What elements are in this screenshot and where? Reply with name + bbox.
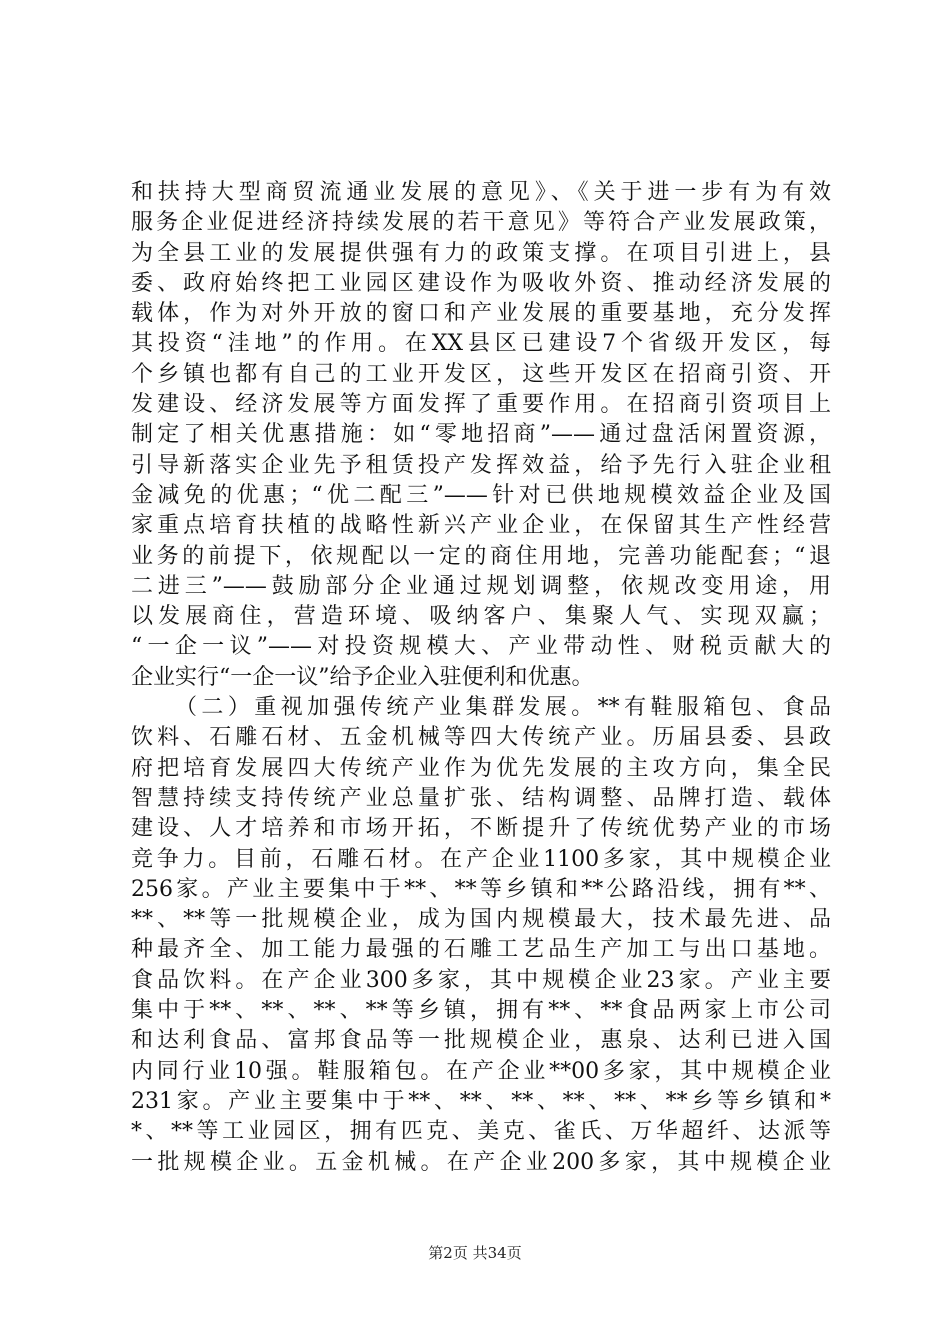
text-line: 家重点培育扶植的战略性新兴产业企业，在保留其生产性经营	[131, 513, 831, 539]
text-line: 一批规模企业。五金机械。在产企业200多家，其中规模企业	[131, 1149, 831, 1175]
text-line: 为全县工业的发展提供强有力的政策支撑。在项目引进上，县	[131, 240, 831, 266]
text-line: 其投资“洼地”的作用。在XX县区已建设7个省级开发区，每	[131, 331, 831, 357]
text-line: 二进三”——鼓励部分企业通过规划调整，依规改变用途，用	[131, 573, 831, 599]
text-line: 集中于**、**、**、**等乡镇，拥有**、**食品两家上市公司	[131, 998, 831, 1024]
text-line: 制定了相关优惠措施：如“零地招商”——通过盘活闲置资源，	[131, 422, 831, 448]
text-line: 建设、人才培养和市场开拓，不断提升了传统优势产业的市场	[131, 816, 831, 842]
page-footer	[0, 1243, 950, 1263]
text-line: 委、政府始终把工业园区建设作为吸收外资、推动经济发展的	[131, 270, 831, 296]
text-line: 引导新落实企业先予租赁投产发挥效益，给予先行入驻企业租	[131, 452, 831, 478]
text-line: （二）重视加强传统产业集群发展。**有鞋服箱包、食品	[175, 695, 831, 721]
text-line: 和达利食品、富邦食品等一批规模企业，惠泉、达利已进入国	[131, 1028, 831, 1054]
text-line: 种最齐全、加工能力最强的石雕工艺品生产加工与出口基地。	[131, 937, 831, 963]
text-line: 企业实行“一企一议”给予企业入驻便利和优惠。	[131, 664, 594, 690]
text-line: 饮料、石雕石材、五金机械等四大传统产业。历届县委、县政	[131, 725, 831, 751]
text-line: 内同行业10强。鞋服箱包。在产企业**00多家，其中规模企业	[131, 1058, 831, 1084]
text-line: 食品饮料。在产企业300多家，其中规模企业23家。产业主要	[131, 967, 831, 993]
text-line: 智慧持续支持传统产业总量扩张、结构调整、品牌打造、载体	[131, 785, 831, 811]
paragraph-2	[131, 693, 831, 1178]
text-line: 金减免的优惠；“优二配三”——针对已供地规模效益企业及国	[131, 482, 831, 508]
text-line: “一企一议”——对投资规模大、产业带动性、财税贡献大的	[131, 634, 831, 660]
text-line: 竞争力。目前，石雕石材。在产企业1100多家，其中规模企业	[131, 846, 831, 872]
text-line: **、**等一批规模企业，成为国内规模最大，技术最先进、品	[131, 907, 831, 933]
text-line: 府把培育发展四大传统产业作为优先发展的主攻方向，集全民	[131, 755, 831, 781]
text-line: 以发展商住，营造环境、吸纳客户、集聚人气、实现双赢；	[131, 604, 831, 630]
text-line: 231家。产业主要集中于**、**、**、**、**、**乡等乡镇和*	[131, 1088, 831, 1114]
paragraph-1	[131, 178, 831, 693]
text-line: 256家。产业主要集中于**、**等乡镇和**公路沿线，拥有**、	[131, 876, 831, 902]
text-line: 和扶持大型商贸流通业发展的意见》、《关于进一步有为有效	[131, 180, 831, 205]
text-line: 业务的前提下，依规配以一定的商住用地，完善功能配套；“退	[131, 543, 831, 569]
body-text	[131, 178, 831, 1178]
text-line: *、**等工业园区，拥有匹克、美克、雀氏、万华超纤、达派等	[131, 1119, 831, 1145]
text-line: 载体，作为对外开放的窗口和产业发展的重要基地，充分发挥	[131, 301, 831, 327]
page-number: 第2页 共34页	[428, 1244, 522, 1262]
text-line: 服务企业促进经济持续发展的若干意见》等符合产业发展政策，	[131, 210, 831, 236]
text-line: 发建设、经济发展等方面发挥了重要作用。在招商引资项目上	[131, 392, 831, 418]
text-line: 个乡镇也都有自己的工业开发区，这些开发区在招商引资、开	[131, 361, 831, 387]
